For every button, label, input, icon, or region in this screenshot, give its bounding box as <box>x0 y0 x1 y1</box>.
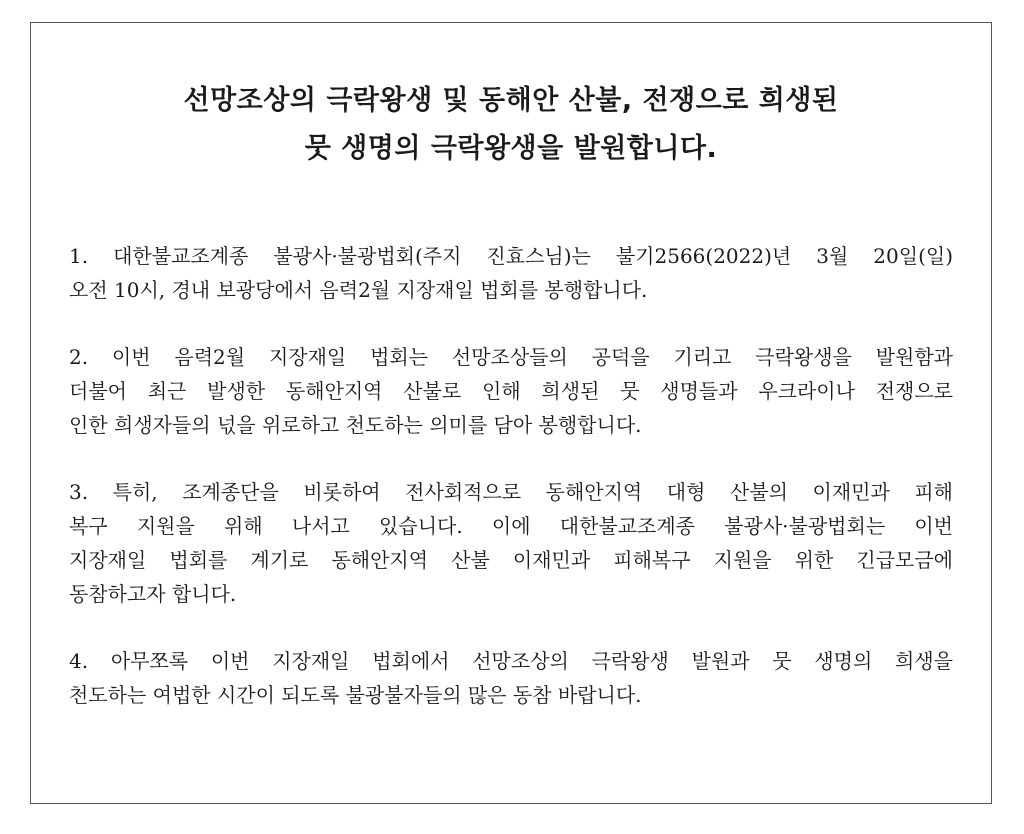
notice-title-line-1: 선망조상의 극락왕생 및 동해안 산불, 전쟁으로 희생된 <box>183 85 839 116</box>
notice-title-line-2: 뭇 생명의 극락왕생을 발원합니다. <box>304 133 718 164</box>
paragraph-3-line-2: 복구 지원을 위해 나서고 있습니다. 이에 대한불교조계종 불광사·불광법회는 이번 <box>69 514 953 538</box>
paragraph-1-line-2: 오전 10시, 경내 보광당에서 음력2월 지장재일 법회를 봉행합니다. <box>69 278 648 302</box>
paragraph-4-line-2: 천도하는 여법한 시간이 되도록 불광불자들의 많은 동참 바랍니다. <box>69 683 642 707</box>
paragraph-4 <box>69 644 953 712</box>
paragraph-2-line-1: 2. 이번 음력2월 지장재일 법회는 선망조상들의 공덕을 기리고 극락왕생을 발원함과 <box>69 345 953 369</box>
paragraph-4-line-1: 4. 아무쪼록 이번 지장재일 법회에서 선망조상의 극락왕생 발원과 뭇 생명의 희생을 <box>69 649 953 673</box>
paragraph-2-line-3: 인한 희생자들의 넋을 위로하고 천도하는 의미를 담아 봉행합니다. <box>69 413 642 437</box>
paragraph-1 <box>69 239 953 307</box>
paragraph-3-line-1: 3. 특히, 조계종단을 비롯하여 전사회적으로 동해안지역 대형 산불의 이재민과 피해 <box>69 480 953 504</box>
paragraph-2-line-2: 더불어 최근 발생한 동해안지역 산불로 인해 희생된 뭇 생명들과 우크라이나 전쟁으로 <box>69 379 953 403</box>
paragraph-3-line-3: 지장재일 법회를 계기로 동해안지역 산불 이재민과 피해복구 지원을 위한 긴급모금에 <box>69 548 953 572</box>
paragraph-2 <box>69 340 953 442</box>
notice-body <box>69 239 953 745</box>
paragraph-3-line-4: 동참하고자 합니다. <box>69 582 237 606</box>
notice-title <box>31 77 991 173</box>
paragraph-3 <box>69 475 953 611</box>
paragraph-1-line-1: 1. 대한불교조계종 불광사·불광법회(주지 진효스님)는 불기2566(2022)년 3월 20일(일) <box>69 244 953 268</box>
notice-frame <box>30 22 992 804</box>
